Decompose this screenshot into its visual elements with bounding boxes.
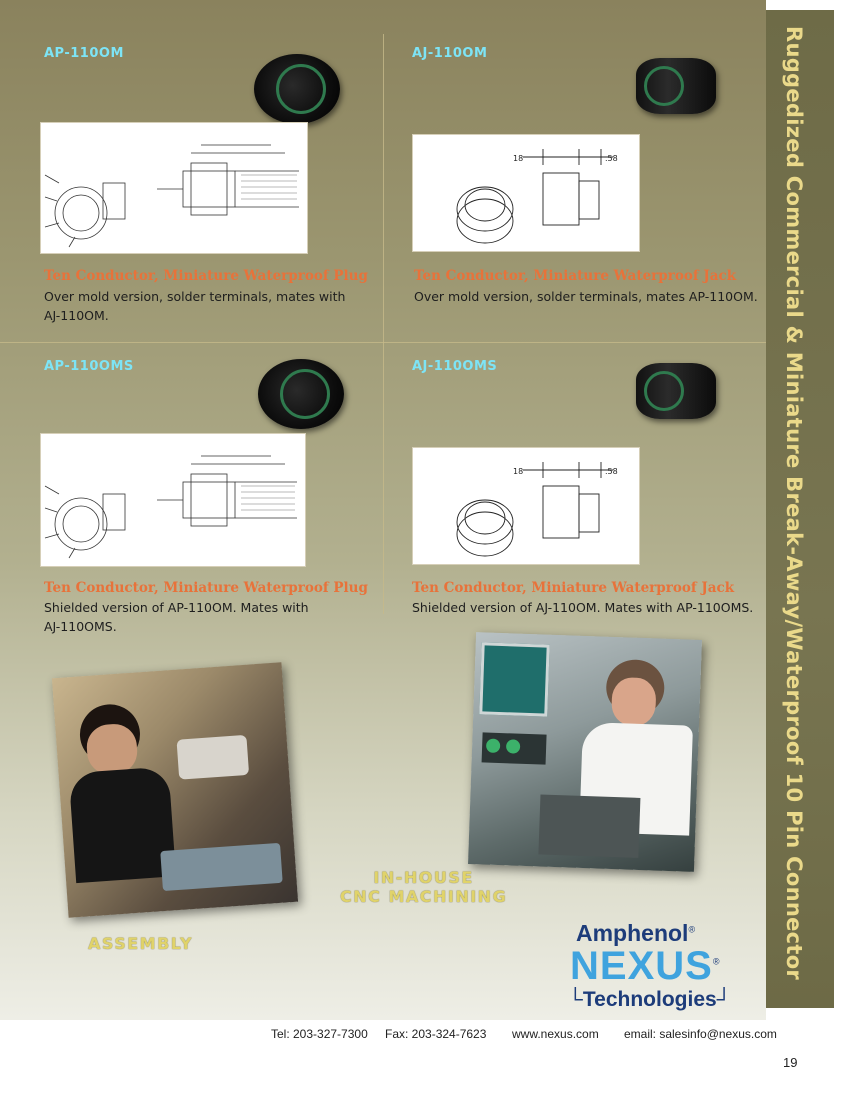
sidebar-band (766, 10, 834, 1008)
dim-right-label: .58 (605, 154, 618, 163)
nexus-wordmark: NEXUS® (570, 944, 721, 988)
assembly-photo (52, 662, 298, 917)
plug-connector-photo (258, 359, 344, 429)
jack-technical-drawing (412, 134, 640, 252)
jack-technical-drawing (412, 447, 640, 565)
dim-left-label: 18 (513, 467, 524, 476)
product-description: Over mold version, solder terminals, mates AP-110OM. (414, 289, 758, 304)
product-heading: Ten Conductor, Miniature Waterproof Plug (44, 268, 368, 284)
plug-technical-drawing (40, 122, 308, 254)
model-label: AJ-110OM (412, 46, 488, 61)
footer-web-link[interactable]: www.nexus.com (512, 1027, 599, 1041)
dim-left-label: 18 (513, 154, 524, 163)
product-ap-110oms (0, 343, 383, 643)
product-aj-110oms (384, 343, 766, 643)
footer-email-link[interactable]: email: salesinfo@nexus.com (624, 1027, 777, 1041)
technologies-wordmark: └Technologies┘ (568, 988, 732, 1011)
product-heading: Ten Conductor, Miniature Waterproof Jack (414, 268, 737, 284)
cnc-caption: IN-HOUSE CNC MACHINING (340, 868, 508, 906)
product-aj-110om (384, 0, 766, 342)
footer-tel: Tel: 203-327-7300 (271, 1027, 368, 1041)
amphenol-brand: Amphenol® (576, 920, 696, 946)
plug-connector-photo (254, 54, 340, 124)
page-number: 19 (783, 1055, 798, 1070)
footer-fax: Fax: 203-324-7623 (385, 1027, 487, 1041)
product-description: Over mold version, solder terminals, mates with AJ-110OM. (44, 289, 346, 323)
model-label: AJ-110OMS (412, 359, 498, 374)
sidebar-title: Ruggedized Commercial & Miniature Break-Away/Waterproof 10 Pin Connector (782, 26, 806, 981)
model-label: AP-110OM (44, 46, 124, 61)
jack-connector-photo (636, 363, 716, 419)
product-description: Shielded version of AJ-110OM. Mates with AP-110OMS. (412, 600, 754, 615)
product-description: Shielded version of AP-110OM. Mates with AJ-110OMS. (44, 600, 309, 634)
assembly-caption: ASSEMBLY (88, 934, 194, 953)
product-heading: Ten Conductor, Miniature Waterproof Plug (44, 580, 368, 596)
dim-right-label: .58 (605, 467, 618, 476)
model-label: AP-110OMS (44, 359, 134, 374)
cnc-machining-photo (468, 632, 702, 872)
jack-connector-photo (636, 58, 716, 114)
plug-technical-drawing (40, 433, 306, 567)
product-heading: Ten Conductor, Miniature Waterproof Jack (412, 580, 735, 596)
product-ap-110om (0, 0, 383, 342)
